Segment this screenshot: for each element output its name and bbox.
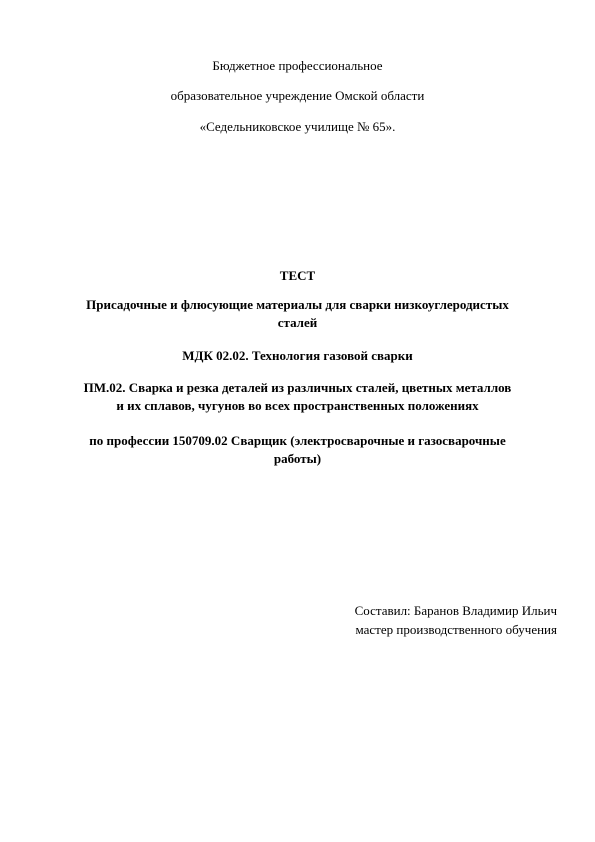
pm-title-line-1: ПМ.02. Сварка и резка деталей из различных сталей, цветных металлов (83, 380, 512, 395)
test-heading: ТЕСТ (279, 268, 316, 283)
test-topic-line-1: Присадочные и флюсующие материалы для сварки низкоуглеродистых (86, 297, 509, 312)
mdk-title: МДК 02.02. Технология газовой сварки (182, 348, 413, 363)
profession-line-1: по профессии 150709.02 Сварщик (электросварочные и газосварочные (89, 433, 506, 448)
institution-line-3: «Седельниковское училище № 65». (199, 119, 396, 134)
profession-line-2: работы) (273, 451, 322, 466)
test-topic-line-2: сталей (277, 315, 318, 330)
pm-title-line-2: и их сплавов, чугунов во всех пространственных положениях (116, 398, 479, 413)
institution-line-1: Бюджетное профессиональное (212, 58, 383, 73)
institution-line-2: образовательное учреждение Омской области (170, 88, 425, 103)
author-name: Составил: Баранов Владимир Ильич (354, 603, 557, 618)
author-position: мастер производственного обучения (355, 622, 557, 637)
